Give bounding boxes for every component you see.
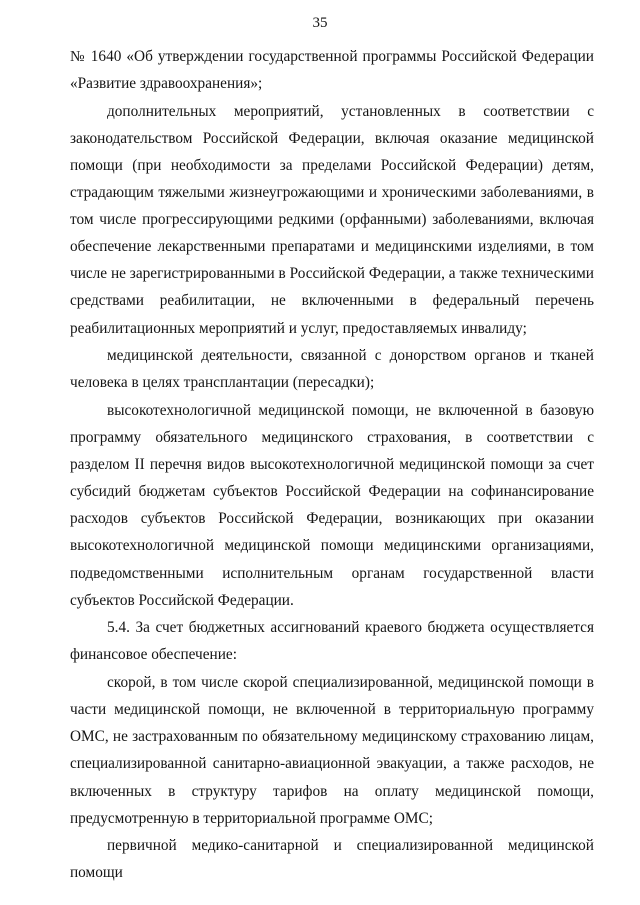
document-body bbox=[70, 43, 594, 886]
paragraph-emergency-care: скорой, в том числе скорой специализированной, медицинской помощи в части медицинской помощи, не включенной в территориальную программу ОМС, не застрахованным по обязательному медицинскому страхованию лицам, специализированной санитарно-авиационной эвакуации, а также расходов, не включенных в структуру тарифов на оплату медицинской помощи, предусмотренную в территориальной программе ОМС; bbox=[70, 674, 594, 827]
paragraph-primary-care: первичной медико-санитарной и специализированной медицинской помощи bbox=[70, 837, 594, 882]
paragraph-donation: медицинской деятельности, связанной с донорством органов и тканей человека в целях трансплантации (пересадки); bbox=[70, 347, 594, 392]
paragraph-high-tech-care: высокотехнологичной медицинской помощи, не включенной в базовую программу обязательного медицинского страхования, в соответствии с разделом II перечня видов высокотехнологичной медицинской помощи за счет субсидий бюджетам субъектов Российской Федерации на софинансирование расходов субъектов Российской Федерации, возникающих при оказании высокотехнологичной медицинской помощи медицинскими организациями, подведомственными исполнительным органам государственной власти субъектов Российской Федерации. bbox=[70, 402, 594, 609]
page-number: 35 bbox=[312, 15, 328, 31]
paragraph-continuation: № 1640 «Об утверждении государственной программы Российской Федерации «Развитие здравоохранения»; bbox=[70, 48, 594, 93]
paragraph-section-5-4: 5.4. За счет бюджетных ассигнований краевого бюджета осуществляется финансовое обеспечение: bbox=[70, 619, 594, 664]
paragraph-additional-measures: дополнительных мероприятий, установленных в соответствии с законодательством Российской Федерации, включая оказание медицинской помощи (при необходимости за пределами Российской Федерации) детям, страдающим тяжелыми жизнеугрожающими и хроническими заболеваниями, в том числе прогрессирующими редкими (орфанными) заболеваниями, включая обеспечение лекарственными препаратами и медицинскими изделиями, в том числе не зарегистрированными в Российской Федерации, а также техническими средствами реабилитации, не включенными в федеральный перечень реабилитационных мероприятий и услуг, предоставляемых инвалиду; bbox=[70, 102, 594, 337]
